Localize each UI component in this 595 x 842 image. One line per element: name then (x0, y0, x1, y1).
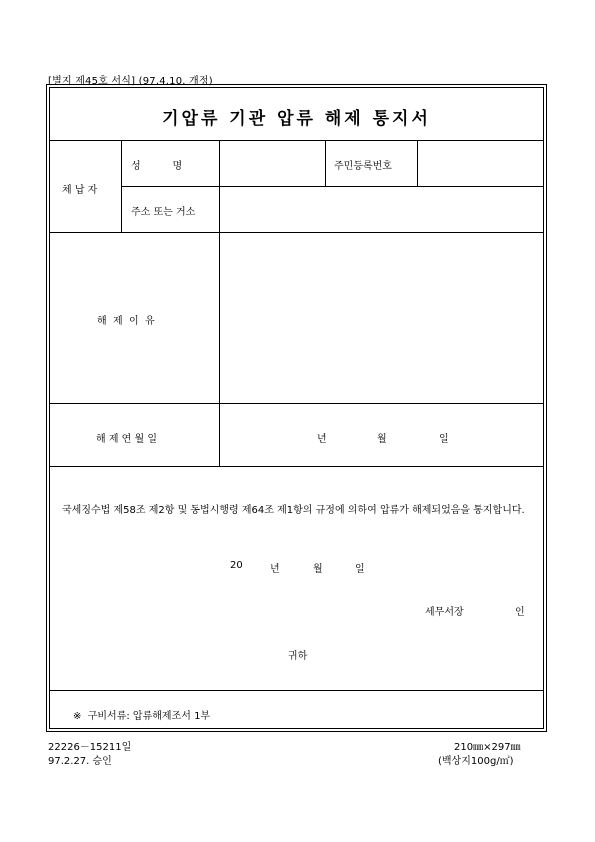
name-label: 성 명 (131, 161, 183, 172)
reason-label: 해 제 이 유 (97, 316, 155, 327)
notice-date-day: 일 (355, 564, 365, 575)
office-name: 세무서장 (425, 607, 464, 618)
paper-size: 210㎜×297㎜ (454, 742, 521, 753)
reason-section-divider (49, 403, 544, 404)
title-divider (49, 140, 544, 141)
label-column-divider (219, 140, 220, 466)
debtor-label-divider (121, 140, 122, 232)
notice-body: 국세징수법 제58조 제2항 및 동법시행령 제64조 제1항의 규정에 의하여 압류가 해제되었음을 통지합니다. (62, 505, 525, 516)
rrn-label-left-divider (325, 140, 326, 186)
debtor-section-label: 체 납 자 (62, 185, 98, 196)
inner-bottom-border (49, 728, 544, 729)
inner-right-border (543, 87, 544, 729)
release-month-unit: 월 (377, 434, 387, 445)
seal-mark: 인 (515, 607, 525, 618)
debtor-section-divider (49, 232, 544, 233)
page-title: 기압류 기관 압류 해제 통지서 (162, 109, 431, 129)
release-day-unit: 일 (439, 434, 449, 445)
notice-section-divider (49, 690, 544, 691)
form-number-label: [별지 제45호 서식] (97.4.10. 개정) (48, 76, 213, 87)
notice-date-year: 년 (270, 564, 280, 575)
paper-spec: (백상지100g/㎡) (438, 756, 514, 767)
rrn-label: 주민등록번호 (334, 161, 392, 172)
inner-left-border (49, 87, 50, 729)
attachment-note: ※ 구비서류: 압류해제조서 1부 (73, 711, 211, 722)
address-label: 주소 또는 거소 (131, 207, 196, 218)
addressee: 귀하 (288, 651, 308, 662)
date-section-divider (49, 466, 544, 467)
notice-date-prefix: 20 (230, 560, 243, 571)
release-date-label: 해 제 연 월 일 (96, 434, 158, 445)
notice-date-month: 월 (313, 564, 323, 575)
inner-top-border (49, 87, 544, 88)
form-code: 22226－15211일 (48, 742, 132, 753)
rrn-label-right-divider (417, 140, 418, 186)
release-year-unit: 년 (317, 434, 327, 445)
approval-date: 97.2.27. 승인 (48, 756, 112, 767)
name-row-divider (121, 186, 544, 187)
form-frame (46, 84, 547, 732)
